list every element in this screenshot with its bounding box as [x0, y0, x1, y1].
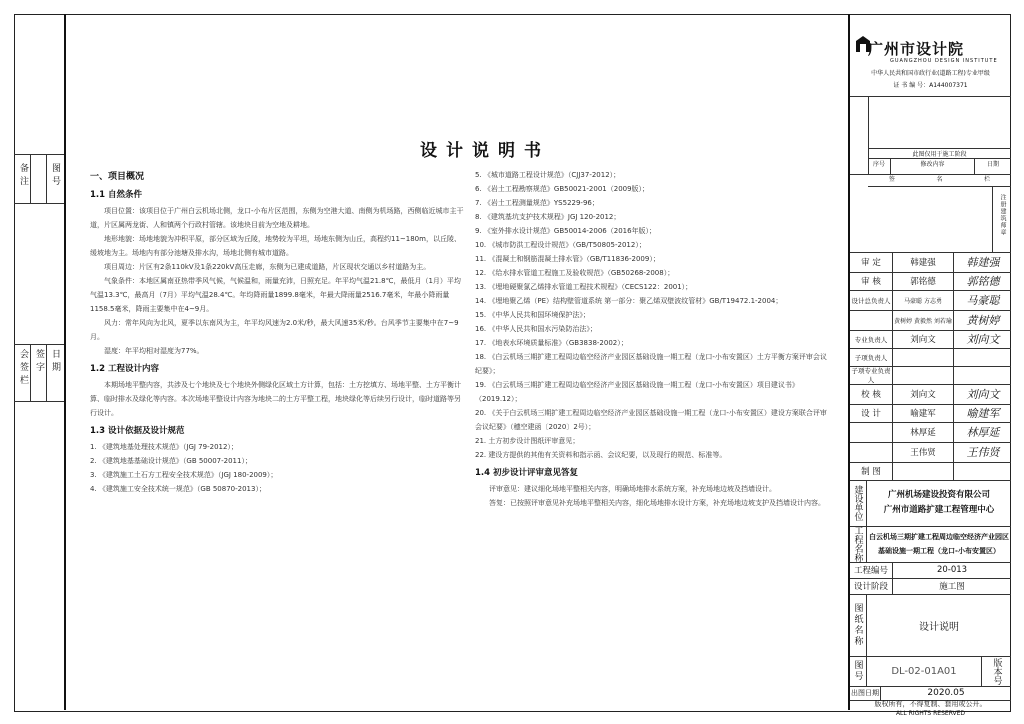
- strip-label-remark: 备注: [18, 163, 28, 189]
- drawing-name-row: [850, 594, 1011, 657]
- right-col-li-16: 21. 土方初步设计图纸评审意见；: [475, 437, 580, 445]
- left-col-li-11: 1. 《建筑地基处理技术规范》（JGJ 79-2012）；: [90, 443, 238, 451]
- role-row: [850, 310, 1011, 331]
- right-col-li-17: 22. 建设方提供的其他有关资料和指示函、会议纪要，以及现行的规范、标准等。: [475, 451, 727, 459]
- revision-header-no: 序号: [868, 159, 891, 174]
- role-row: [850, 462, 1011, 481]
- right-col-li-4: 9. 《室外排水设计规范》GB50014-2006（2016年版）；: [475, 227, 657, 235]
- role-row: [850, 330, 1011, 349]
- right-col-li-1: 6. 《岩土工程勘察规范》GB50021-2001（2009版）；: [475, 185, 650, 193]
- strip-label-drawing-no: 图号: [50, 163, 60, 189]
- strip-label-signature: 签字: [34, 349, 44, 375]
- date-row: [850, 686, 1011, 701]
- role-label: [850, 422, 893, 442]
- left-col-p-3: 地形地貌：场地地貌为冲积平原，部分区域为丘陵，地势较为平坦，场地东侧为山丘，高程约11~180m，以丘陵、缓坡地为主。场地内有部分池塘及排水沟，场地北侧有城市道路。: [90, 235, 461, 257]
- revision-footer-2: 名: [936, 176, 943, 183]
- role-name: 喻建军: [893, 404, 954, 422]
- right-col-li-8: 13. 《埋地硬聚氯乙烯排水管道工程技术规程》（CECS122：2001）；: [475, 283, 693, 291]
- role-row: [850, 442, 1011, 463]
- role-signature: 刘向文: [966, 333, 1000, 346]
- document-title: 设计说明书: [420, 141, 550, 161]
- role-label: 审 核: [850, 272, 893, 290]
- right-col-li-14: 19. 《白云机场三期扩建工程周边临空经济产业园区基础设施一期工程（龙口-小布安置区）项目建议书》（2019.12）；: [475, 381, 799, 403]
- title-block: [848, 14, 1011, 717]
- project-name-2: 基础设施一期工程（龙口-小布安置区）: [878, 547, 1000, 555]
- strip-label-countersign: 会签栏: [18, 349, 28, 388]
- role-row: [850, 422, 1011, 443]
- revision-header-row: [868, 158, 1011, 174]
- project-row: [850, 526, 1011, 563]
- left-margin-strip: [14, 14, 64, 710]
- role-row: [850, 404, 1011, 423]
- copyright-text-en: ALL RIGHTS RESERVED: [895, 710, 966, 717]
- stamp-label: 注册建筑师章: [999, 194, 1006, 236]
- role-name: 刘向文: [893, 384, 954, 404]
- left-col-p-5: 气象条件：本地区属南亚热带季风气候，气候温和，雨量充沛，日照充足。年平均气温21.8℃，最低月（1月）平均气温13.3℃，最高月（7月）平均气温28.4℃。年均降雨量1899.8毫米，年最大降雨量2516.7毫米，年最小降雨量1158.5毫米，降雨主要集中在4~9月。: [90, 277, 461, 313]
- role-signature: [955, 366, 1011, 384]
- role-row: [850, 384, 1011, 405]
- role-name: 韩建强: [893, 252, 954, 272]
- right-col-li-0: 5. 《城市道路工程设计规范》（CJJ37-2012）；: [475, 171, 621, 179]
- right-col-li-3: 8. 《建筑基坑支护技术规程》JGJ 120-2012；: [475, 213, 621, 221]
- client-name-1: 广州机场建设投资有限公司: [887, 490, 990, 500]
- role-label: 校 核: [850, 384, 893, 404]
- right-col-p-20: 答复：已按照评审意见补充场地平整相关内容，细化场地排水设计方案，补充场地边坡支护及挡墙设计内容。: [489, 499, 825, 507]
- stage-value: 施工图: [939, 582, 965, 592]
- client-label: 建设单位: [852, 485, 863, 521]
- role-signature: 王伟贤: [966, 446, 1000, 459]
- role-name: 郭铭德: [893, 272, 954, 290]
- revision-footer-1: 签: [888, 176, 895, 183]
- right-col-li-12: 17. 《地表水环境质量标准》（GB3838-2002）；: [475, 339, 628, 347]
- right-text-column: [475, 168, 830, 510]
- left-col-li-14: 4. 《建筑施工安全技术统一规范》（GB 50870-2013）；: [90, 485, 266, 493]
- project-no-label: 工程编号: [850, 562, 893, 578]
- right-col-li-9: 14. 《埋地聚乙烯（PE）结构壁管道系统 第一部分：聚乙烯双壁波纹管材》GB/T19472.1-2004；: [475, 297, 783, 305]
- right-col-li-13: 18. 《白云机场三期扩建工程周边临空经济产业园区基础设施一期工程（龙口-小布安置区）土方平衡方案评审会议纪要》；: [475, 353, 827, 375]
- project-name-1: 白云机场三期扩建工程周边临空经济产业园区: [869, 533, 1009, 541]
- left-col-h2-10: 1.3 设计依据及设计规范: [90, 426, 185, 436]
- left-col-p-2: 项目位置：该项目位于广州白云机场北侧，龙口-小布片区范围，东侧为空港大道、南侧为机场路，西侧临近城市主干道，片区属两龙街、人和镇两个行政村管辖。该地块目前为空地及耕地。: [90, 207, 464, 229]
- role-label: 子项负责人: [850, 348, 893, 366]
- role-label: 审 定: [850, 252, 893, 272]
- right-col-li-2: 7. 《岩土工程测量规范》YS5229-96；: [475, 199, 599, 207]
- role-signature: [955, 348, 1011, 366]
- left-col-h1-0: 一、项目概况: [90, 172, 145, 182]
- client-row: [850, 480, 1011, 527]
- role-label: 设 计: [850, 404, 893, 422]
- role-label: [850, 310, 893, 330]
- drawing-no-label: 图号: [852, 660, 863, 682]
- role-label: 子项专业负责人: [850, 366, 893, 384]
- issue-date: 2020.05: [927, 688, 965, 698]
- signature-area: [850, 174, 1011, 253]
- role-name: [893, 348, 954, 366]
- right-col-li-11: 16. 《中华人民共和国水污染防治法》；: [475, 325, 597, 333]
- role-name: 王伟贤: [893, 442, 954, 462]
- role-name: 林厚延: [893, 422, 954, 442]
- role-signature: 马豪聪: [966, 294, 1000, 307]
- certificate-number: 证 书 编 号：A144007371: [893, 82, 968, 89]
- qualification-text: 中华人民共和国市政行业(道路工程)专业甲级: [871, 70, 990, 77]
- company-header: [850, 14, 1011, 97]
- copyright-text: 版权所有，不得复制、套用或公开。: [874, 700, 987, 708]
- project-no: 20-013: [936, 565, 968, 575]
- revision-footer: [868, 174, 1011, 187]
- stage-label: 设计阶段: [850, 578, 893, 594]
- role-row: [850, 348, 1011, 367]
- role-label: 制 图: [850, 462, 893, 480]
- revision-table: [850, 96, 1011, 175]
- right-col-li-5: 10. 《城市防洪工程设计规范》（GB/T50805-2012）；: [475, 241, 646, 249]
- role-signature: 韩建强: [966, 256, 1000, 269]
- right-col-li-7: 12. 《给水排水管道工程施工及验收规范》（GB50268-2008）；: [475, 269, 675, 277]
- right-col-li-15: 20. 《关于白云机场三期扩建工程周边临空经济产业园区基础设施一期工程（龙口-小布安置区）建设方案联合评审会议纪要》（穗空建函〔2020〕2号）；: [475, 409, 827, 431]
- role-signature: [955, 462, 1011, 480]
- right-col-li-6: 11. 《混凝土和钢筋混凝土排水管》（GB/T11836-2009）；: [475, 255, 660, 263]
- role-label: 专业负责人: [850, 330, 893, 348]
- role-row: [850, 252, 1011, 273]
- left-col-li-12: 2. 《建筑地基基础设计规范》（GB 50007-2011）；: [90, 457, 252, 465]
- role-name: [893, 462, 954, 480]
- left-col-h2-1: 1.1 自然条件: [90, 190, 143, 200]
- right-col-h2-18: 1.4 初步设计评审意见答复: [475, 468, 579, 478]
- lower-strip-cell: [14, 344, 64, 402]
- role-name: [893, 366, 954, 384]
- strip-label-date: 日期: [50, 349, 60, 375]
- role-row: [850, 272, 1011, 291]
- project-no-row: [850, 562, 1011, 579]
- role-signature: 林厚延: [966, 426, 1000, 439]
- role-row: [850, 366, 1011, 385]
- date-label: 出图日期: [850, 686, 881, 700]
- role-row: [850, 290, 1011, 311]
- version-label: 版本号: [991, 657, 1002, 685]
- left-col-p-4: 项目周边：片区有2条110kV及1条220kV高压走廊，东侧为已建成道路，片区现状交通以乡村道路为主。: [104, 263, 431, 271]
- revision-header-date: 日期: [986, 161, 999, 168]
- revision-header-content: 修改内容: [891, 159, 975, 174]
- revision-footer-3: 栏: [984, 176, 991, 183]
- drawing-name: 设计说明: [919, 621, 959, 633]
- drawing-no: DL-02-01A01: [867, 656, 982, 686]
- role-name: 刘向文: [893, 330, 954, 348]
- left-col-li-13: 3. 《建筑施工土石方工程安全技术规范》（JGJ 180-2009）；: [90, 471, 278, 479]
- left-col-p-6: 风力：常年风向为北风，夏季以东南风为主，年平均风速为2.0米/秒，最大风速35米/秒。台风季节主要集中在7~9月。: [90, 319, 459, 341]
- right-col-li-10: 15. 《中华人民共和国环境保护法》；: [475, 311, 590, 319]
- company-name-en: GUANGZHOU DESIGN INSTITUTE: [890, 58, 998, 64]
- role-name: 黄树婷 黄毅然 刘若瑜: [893, 310, 954, 330]
- role-label: [850, 442, 893, 462]
- left-col-p-9: 本期场地平整内容，共涉及七个地块及七个地块外侧绿化区域土方计算，包括：土方挖填方、场地平整、土方平衡计算、临时排水及绿化等内容。本次场地平整设计内容为地块二的土方平整工程，地块绿化等后续另行设计，临时道路等另行设计。: [90, 381, 461, 417]
- role-signature: 喻建军: [966, 407, 1000, 420]
- drawing-name-label: 图纸名称: [852, 603, 863, 647]
- company-name: 广州市设计院: [868, 40, 965, 58]
- role-signature: 郭铭德: [966, 275, 1000, 288]
- revision-title: 此图仅用于施工阶段: [868, 148, 1011, 158]
- copyright-notice: [850, 700, 1011, 718]
- drawing-no-row: [850, 656, 1011, 687]
- left-col-p-7: 湿度：年平均相对湿度为77%。: [104, 347, 204, 355]
- project-label: 工程名称: [852, 526, 863, 562]
- left-col-h2-8: 1.2 工程设计内容: [90, 364, 160, 374]
- role-label: 设计总负责人: [850, 290, 893, 310]
- upper-strip-cell: [14, 154, 64, 204]
- left-text-column: [90, 170, 465, 496]
- role-signature: 黄树婷: [966, 314, 1000, 327]
- client-name-2: 广州市道路扩建工程管理中心: [883, 505, 995, 515]
- right-col-p-19: 评审意见：建议细化场地平整相关内容，明确场地排水系统方案，补充场地边坡及挡墙设计。: [489, 485, 776, 493]
- role-name: 马豪聪 方志勇: [893, 290, 954, 310]
- role-signature: 刘向文: [966, 388, 1000, 401]
- stage-row: [850, 578, 1011, 595]
